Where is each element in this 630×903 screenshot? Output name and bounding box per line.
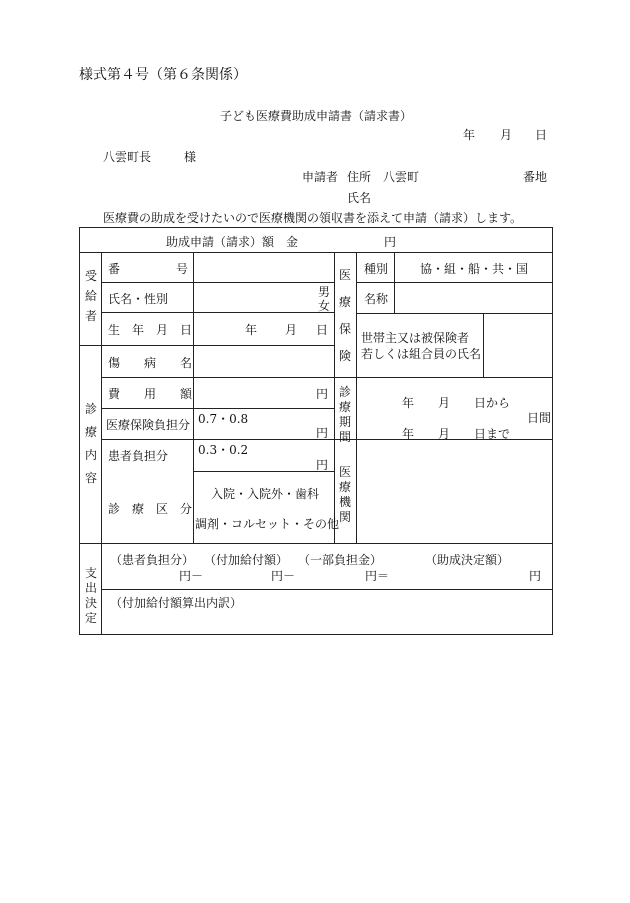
recipient-header: 受 給 者	[84, 269, 97, 323]
address-town: 八雲町	[383, 170, 420, 184]
birth-day: 日	[316, 323, 329, 337]
category-label: 診 療 区 分	[108, 502, 193, 516]
period-header: 診 療 期 間	[338, 385, 351, 444]
insurance-share-yen: 円	[316, 426, 329, 440]
patient-share-label: 患者負担分	[108, 449, 169, 463]
householder-label-1: 世帯主又は被保険者	[361, 331, 470, 345]
insurance-type-options: 協・組・船・共・国	[420, 262, 529, 276]
householder-label-2: 若しくは組合員の氏名	[361, 347, 482, 361]
patient-share-yen: 円	[316, 458, 329, 472]
honorific: 様	[184, 150, 197, 164]
additional-benefit-yen: 円－	[271, 569, 296, 583]
document-title: 子ども医療費助成申請書（請求書）	[220, 109, 413, 123]
partial-burden-yen: 円＝	[365, 569, 390, 583]
period-from: 年 月 日から	[402, 396, 511, 410]
request-amount-label: 助成申請（請求）額 金	[166, 235, 299, 249]
insurance-name-label: 名称	[364, 292, 389, 306]
institution-header: 医 療 機 関	[338, 465, 351, 524]
payment-header: 支 出 決 定	[84, 566, 97, 625]
date-month: 月	[500, 128, 513, 142]
application-statement: 医療費の助成を受けたいので医療機関の領収書を添えて申請（請求）します。	[103, 211, 523, 225]
gender-male: 男	[318, 285, 331, 299]
applicant-label: 申請者	[302, 170, 339, 184]
treatment-header: 診 療 内 容	[84, 402, 97, 485]
address-label: 住所	[347, 170, 372, 184]
partial-burden-label: （一部負担金）	[298, 553, 383, 567]
breakdown-label: （付加給付額算出内訳）	[110, 596, 243, 610]
period-to: 年 月 日まで	[402, 427, 511, 441]
decided-amount-yen: 円	[529, 569, 542, 583]
decided-amount-label: （助成決定額）	[425, 553, 510, 567]
addressee: 八雲町長	[103, 150, 152, 164]
birth-month: 月	[285, 323, 298, 337]
insurance-share-label: 医療保険負担分	[106, 418, 191, 432]
gender-female: 女	[318, 299, 331, 313]
date-year: 年	[463, 128, 476, 142]
cost-yen: 円	[316, 387, 329, 401]
patient-burden-label: （患者負担分）	[110, 553, 195, 567]
disease-label: 傷 病 名	[108, 356, 193, 370]
additional-benefit-label: （付加給付額）	[204, 553, 289, 567]
category-options-2: 調剤・コルセット・その他	[195, 517, 340, 531]
insurance-header: 医 療 保 険	[338, 268, 351, 363]
date-day: 日	[535, 128, 548, 142]
recipient-number-label: 番 号	[108, 262, 188, 276]
form-number: 様式第４号（第６条関係）	[79, 67, 247, 83]
patient-rate: 0.3・0.2	[198, 443, 249, 457]
birth-year: 年	[245, 323, 258, 337]
applicant-name-label: 氏名	[347, 191, 372, 205]
recipient-birthdate-label: 生 年 月 日	[108, 323, 193, 337]
recipient-name-gender-label: 氏名・性別	[108, 292, 169, 306]
period-days: 日間	[527, 411, 552, 425]
request-amount-yen: 円	[384, 235, 397, 249]
insurance-type-label: 種別	[364, 262, 389, 276]
cost-label: 費 用 額	[108, 387, 193, 401]
insurance-rate: 0.7・0.8	[198, 412, 249, 426]
patient-burden-yen: 円－	[179, 569, 204, 583]
address-banchi: 番地	[523, 170, 548, 184]
category-options-1: 入院・入院外・歯科	[211, 487, 320, 501]
